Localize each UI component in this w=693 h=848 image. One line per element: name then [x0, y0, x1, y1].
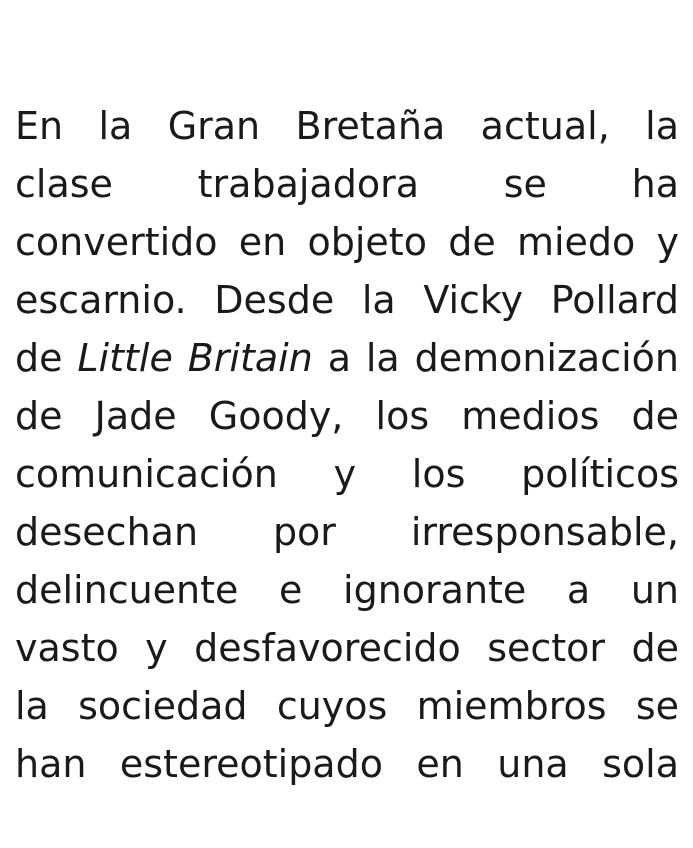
text-line-6: de Jade Goody, los medios de — [15, 394, 679, 438]
text-line-5 — [15, 329, 679, 387]
text-line-9: delincuente e ignorante a un — [15, 568, 679, 612]
text-line-12: han estereotipado en una sola — [15, 742, 679, 786]
text-line-1: En la Gran Bretaña actual, la — [15, 104, 679, 148]
text-line-11: la sociedad cuyos miembros se — [15, 684, 679, 728]
text-line-7: comunicación y los políticos — [15, 452, 679, 496]
text-line-2: clase trabajadora se ha — [15, 162, 679, 206]
italic-title-little-britain: Little Britain — [77, 336, 313, 380]
text-line-8: desechan por irresponsable, — [15, 510, 679, 554]
text-line-3: convertido en objeto de miedo y — [15, 220, 679, 264]
text-line-4: escarnio. Desde la Vicky Pollard — [15, 278, 679, 322]
text-line-5-after: a la demonización — [312, 336, 679, 380]
text-line-10: vasto y desfavorecido sector de — [15, 626, 679, 670]
paragraph — [15, 97, 679, 793]
text-line-5-before: de — [15, 336, 78, 380]
